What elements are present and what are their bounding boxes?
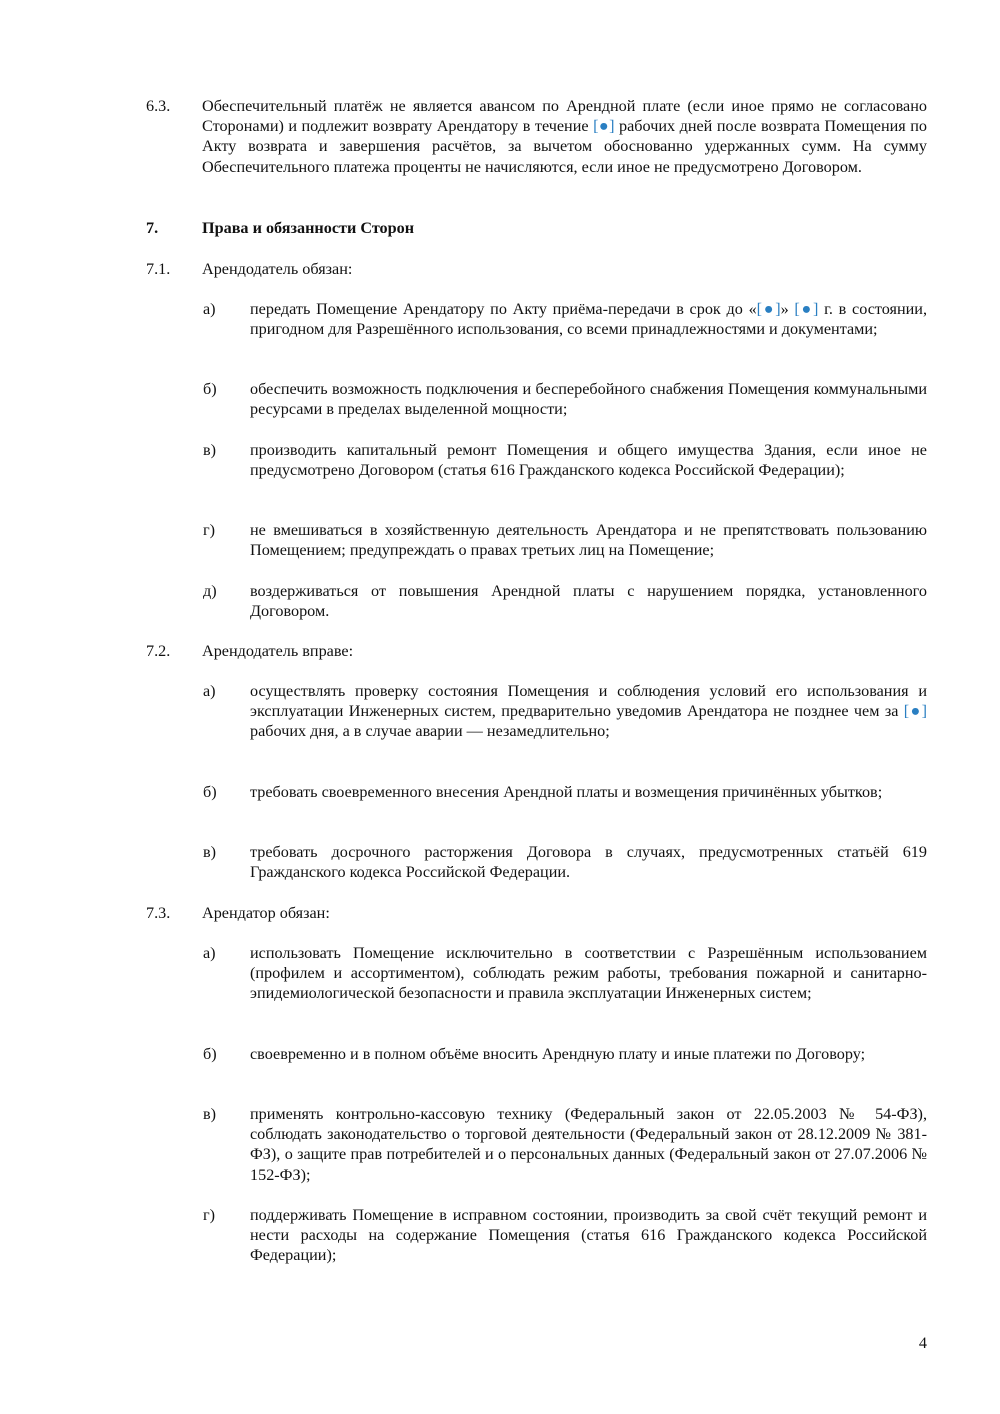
list-item-7-3-b — [203, 1044, 927, 1064]
clause-text: Обеспечительный платёж не является авансом по Арендной плате (если иное прямо не согласовано Сторонами) и подлежит возврату Арендатору в течение [●] рабочих дней после возврата Помещения по Акту возврата и завершения расчётов, за вычетом обоснованно удержанных сумм. На сумму Обеспечительного платежа проценты не начисляются, если иное не предусмотрено Договором. — [202, 97, 927, 176]
item-text: производить капитальный ремонт Помещения и общего имущества Здания, если иное не предусмотрено Договором (статья 616 Гражданского кодекса Российской Федерации); — [250, 441, 927, 480]
section-title: Права и обязанности Сторон — [202, 219, 415, 237]
item-label: г) — [203, 1206, 216, 1224]
list-item-7-3-v — [203, 1104, 927, 1185]
item-label: в) — [203, 1105, 217, 1123]
list-item-7-1-b — [203, 379, 927, 419]
item-label: г) — [203, 521, 216, 539]
clause-6-3 — [146, 96, 927, 177]
item-text: передать Помещение Арендатору по Акту приёма-передачи в срок до «[●]» [●] г. в состоянии, пригодном для Разрешённого использования, со всеми принадлежностями и документами; — [250, 300, 928, 339]
item-label: а) — [203, 682, 216, 700]
clause-7-1 — [146, 259, 927, 279]
clause-number: 7.3. — [146, 904, 171, 922]
item-text: поддерживать Помещение в исправном состоянии, производить за свой счёт текущий ремонт и нести расходы на содержание Помещения (статья 616 Гражданского кодекса Российской Федерации); — [250, 1206, 927, 1265]
list-item-7-1-a — [203, 299, 927, 339]
item-label: в) — [203, 441, 217, 459]
clause-7-3 — [146, 903, 927, 923]
item-text: воздерживаться от повышения Арендной платы с нарушением порядка, установленного Договором. — [250, 582, 927, 621]
item-label: б) — [203, 380, 217, 398]
clause-7-2 — [146, 641, 927, 661]
item-text: требовать досрочного расторжения Договора в случаях, предусмотренных статьёй 619 Гражданского кодекса Российской Федерации. — [250, 843, 927, 882]
item-label: б) — [203, 1045, 217, 1063]
page-number: 4 — [918, 1334, 927, 1352]
placeholder-marker: [●] — [794, 300, 819, 318]
list-item-7-2-a — [203, 681, 927, 742]
clause-number: 7.2. — [146, 642, 171, 660]
list-item-7-1-g — [203, 520, 927, 560]
placeholder-marker: [●] — [756, 300, 781, 318]
item-text: обеспечить возможность подключения и бесперебойного снабжения Помещения коммунальными ресурсами в пределах выделенной мощности; — [250, 380, 927, 419]
section-heading-7 — [146, 218, 927, 238]
clause-text: Арендатор обязан: — [202, 904, 330, 922]
item-label: а) — [203, 944, 216, 962]
item-label: а) — [203, 300, 216, 318]
item-label: б) — [203, 783, 217, 801]
item-text: применять контрольно-кассовую технику (Федеральный закон от 22.05.2003 № 54-ФЗ), соблюдать законодательство о торговой деятельности (Федеральный закон от 28.12.2009 № 381-ФЗ), о защите прав потребителей и о персональных данных (Федеральный закон от 27.07.2006 № 152-ФЗ); — [250, 1105, 927, 1184]
placeholder-marker: [●] — [903, 702, 928, 721]
item-label: в) — [203, 843, 217, 861]
item-text: использовать Помещение исключительно в соответствии с Разрешённым использованием (профилем и ассортиментом), соблюдать режим работы, требования пожарной и санитарно-эпидемиологической безопасности и правила эксплуатации Инженерных систем; — [250, 944, 927, 1003]
list-item-7-2-v — [203, 842, 927, 882]
item-label: д) — [203, 582, 217, 600]
clause-text: Арендодатель обязан: — [202, 260, 353, 278]
item-text: осуществлять проверку состояния Помещения и соблюдения условий его использования и эксплуатации Инженерных систем, предварительно уведомив Арендатора не позднее чем за [●] рабочих дня, а в случае аварии — незамедлительно; — [250, 682, 928, 741]
list-item-7-1-v — [203, 440, 927, 480]
list-item-7-3-g — [203, 1205, 927, 1266]
clause-number: 6.3. — [146, 97, 171, 115]
section-number: 7. — [146, 219, 159, 237]
item-text: своевременно и в полном объёме вносить Арендную плату и иные платежи по Договору; — [250, 1045, 866, 1063]
item-text: не вмешиваться в хозяйственную деятельность Арендатора и не препятствовать пользованию Помещением; предупреждать о правах третьих лиц на Помещение; — [250, 521, 927, 560]
list-item-7-1-d — [203, 581, 927, 621]
clause-number: 7.1. — [146, 260, 171, 278]
placeholder-marker: [●] — [593, 117, 615, 136]
list-item-7-2-b — [203, 782, 927, 802]
item-text: требовать своевременного внесения Арендной платы и возмещения причинённых убытков; — [250, 783, 883, 801]
list-item-7-3-a — [203, 943, 927, 1004]
clause-text: Арендодатель вправе: — [202, 642, 354, 660]
